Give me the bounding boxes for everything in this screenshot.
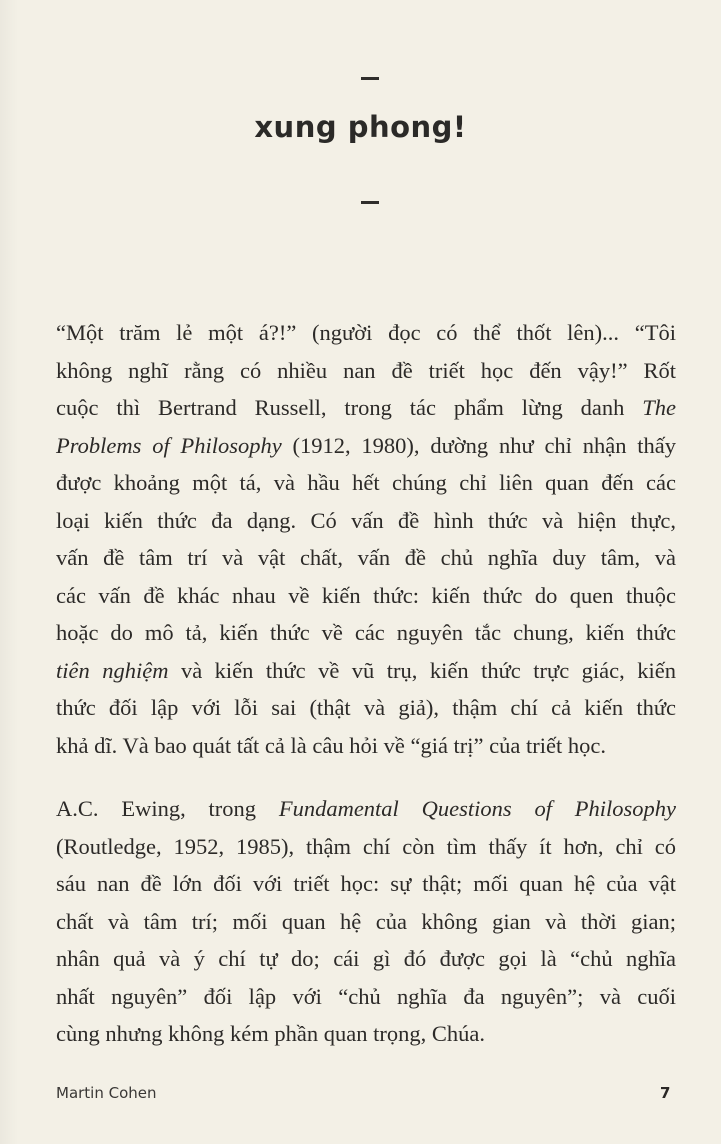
heading-dash-bottom: [361, 201, 379, 204]
text-line: không nghĩ rằng có nhiều nan đề triết học đến vậy!” Rốt: [56, 357, 676, 383]
text-line: “Một trăm lẻ một á?!” (người đọc có thể thốt lên)... “Tôi: [56, 320, 676, 345]
paragraph-ewing: [56, 790, 676, 1053]
text-line: nhất nguyên” đối lập với “chủ nghĩa đa nguyên”; và cuối: [56, 983, 676, 1009]
term-italic: tiên nghiệm: [56, 657, 169, 683]
text-line: thức đối lập với lỗi sai (thật và giả), thậm chí cả kiến thức: [56, 695, 676, 720]
text-line: được khoảng một tá, và hầu hết chúng chỉ liên quan đến các: [56, 470, 676, 495]
footer-author: Martin Cohen: [56, 1084, 157, 1102]
heading-dash-top: [361, 77, 379, 80]
text-line: sáu nan đề lớn đối với triết học: sự thật; mối quan hệ của vật: [56, 871, 676, 896]
paragraph-russell: [56, 314, 676, 764]
text-line: cùng nhưng không kém phần quan trọng, Chúa.: [56, 1021, 486, 1046]
text-line: tiên nghiệm và kiến thức về vũ trụ, kiến thức trực giác, kiến: [56, 657, 676, 683]
text-line: khả dĩ. Và bao quát tất cả là câu hỏi về “giá trị” của triết học.: [56, 732, 606, 758]
text-line: vấn đề tâm trí và vật chất, vấn đề chủ nghĩa duy tâm, và: [56, 545, 676, 570]
text-line: các vấn đề khác nhau về kiến thức: kiến thức do quen thuộc: [56, 582, 676, 608]
book-title-italic: The: [642, 395, 676, 420]
text-line: chất và tâm trí; mối quan hệ của không gian và thời gian;: [56, 908, 676, 934]
text-line: loại kiến thức đa dạng. Có vấn đề hình thức và hiện thực,: [56, 507, 676, 533]
text-line: hoặc do mô tả, kiến thức về các nguyên tắc chung, kiến thức: [56, 620, 676, 645]
text-line: (Routledge, 1952, 1985), thậm chí còn tìm thấy ít hơn, chỉ có: [56, 833, 676, 859]
text-line: cuộc thì Bertrand Russell, trong tác phẩm lừng danh The: [56, 395, 676, 420]
text-line: Problems of Philosophy (1912, 1980), dường như chỉ nhận thấy: [56, 432, 676, 458]
text-line: A.C. Ewing, trong Fundamental Questions of Philosophy: [56, 796, 676, 821]
page-number: 7: [660, 1084, 671, 1102]
book-title-italic: Problems of Philosophy: [56, 432, 282, 458]
book-title-italic: Fundamental Questions of Philosophy: [278, 796, 676, 821]
text-line: nhân quả và ý chí tự do; cái gì đó được gọi là “chủ nghĩa: [56, 946, 676, 971]
section-heading: xung phong!: [254, 110, 467, 144]
